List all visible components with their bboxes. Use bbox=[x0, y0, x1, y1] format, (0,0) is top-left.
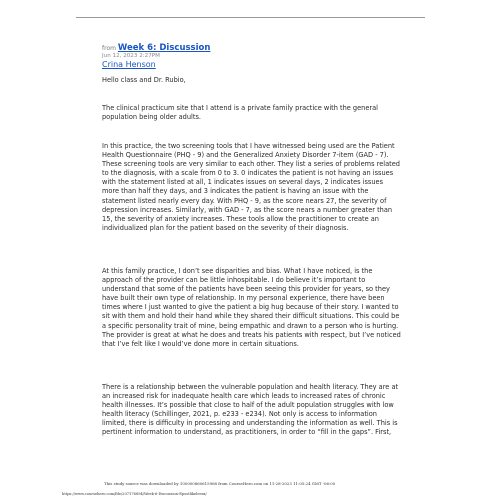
post-header bbox=[102, 44, 402, 70]
source-url: https://www.coursehero.com/file/207176894/Week-6-Discussion-Epostlikeleesx/ bbox=[62, 492, 207, 496]
post-greeting: Hello class and Dr. Rubio, bbox=[102, 76, 186, 84]
post-paragraph-1: The clinical practicum site that I attend is a private family practice with the general population being older adults. bbox=[102, 104, 378, 122]
post-paragraph-3: At this family practice, I don’t see disparities and bias. What I have noticed, is the approach of the provider can be little inhospitable. I do believe it’s important to understand that some of the patients have been seeing this provider for years, so they have built their own type of relationship. In my personal experience, there have been times where I just wanted to give the patient a big hug because of their story. I wanted to sit with them and hold their hand while they shared their difficult situations. This could be a specific personality trait of mine, being empathic and drawn to a person who is hurting. The provider is great at what he does and treats his patients with respect, but I’ve noticed that I’ve felt like I would’ve done more in certain situations. bbox=[102, 267, 401, 348]
post-paragraph-4: There is a relationship between the vulnerable population and health literacy. They are at an increased risk for inadequate health care which leads to increased rates of chronic health illnesses. It’s possible that close to half of the adult population struggles with low health literacy (Schillinger, 2021, p. e233 - e234). Not only is access to information limited, there is difficulty in processing and understanding the information as well. This is pertinent information to understand, as practitioners, in order to “fill in the gaps”. First, bbox=[102, 383, 399, 437]
author-link[interactable]: Crina Henson bbox=[102, 60, 156, 69]
page-top-divider bbox=[76, 17, 425, 18]
post-date: Jun 12, 2023 2:27PM bbox=[102, 53, 160, 59]
post-paragraph-2: In this practice, the two screening tools that I have witnessed being used are the Patient Health Questionnaire (PHQ - 9) and the Generalized Anxiety Disorder 7-item (GAD - 7). These screening tools are very similar to each other. They list a series of problems related to the diagnosis, with a scale from 0 to 3. 0 indicates the patient is not having an issues with the statement listed at all, 1 indicates issues on several days, 2 indicates issues more than half they days, and 3 indicates the patient is having an issue with the statement listed nearly every day. With PHQ - 9, as the score nears 27, the severity of depression increases. Similarly, with GAD - 7, as the score nears a number greater than 15, the severity of anxiety increases. These tools allow the practitioner to create an individualized plan for the patient based on the severity of their diagnosis. bbox=[102, 142, 400, 232]
download-notice: This study source was downloaded by 100000860615968 from CourseHero.com on 11-28-2023 11:05:24 GMT -06:00 bbox=[104, 481, 336, 486]
from-label: from bbox=[102, 45, 116, 52]
from-line bbox=[102, 44, 402, 53]
forum-title-link[interactable]: Week 6: Discussion bbox=[117, 43, 211, 53]
